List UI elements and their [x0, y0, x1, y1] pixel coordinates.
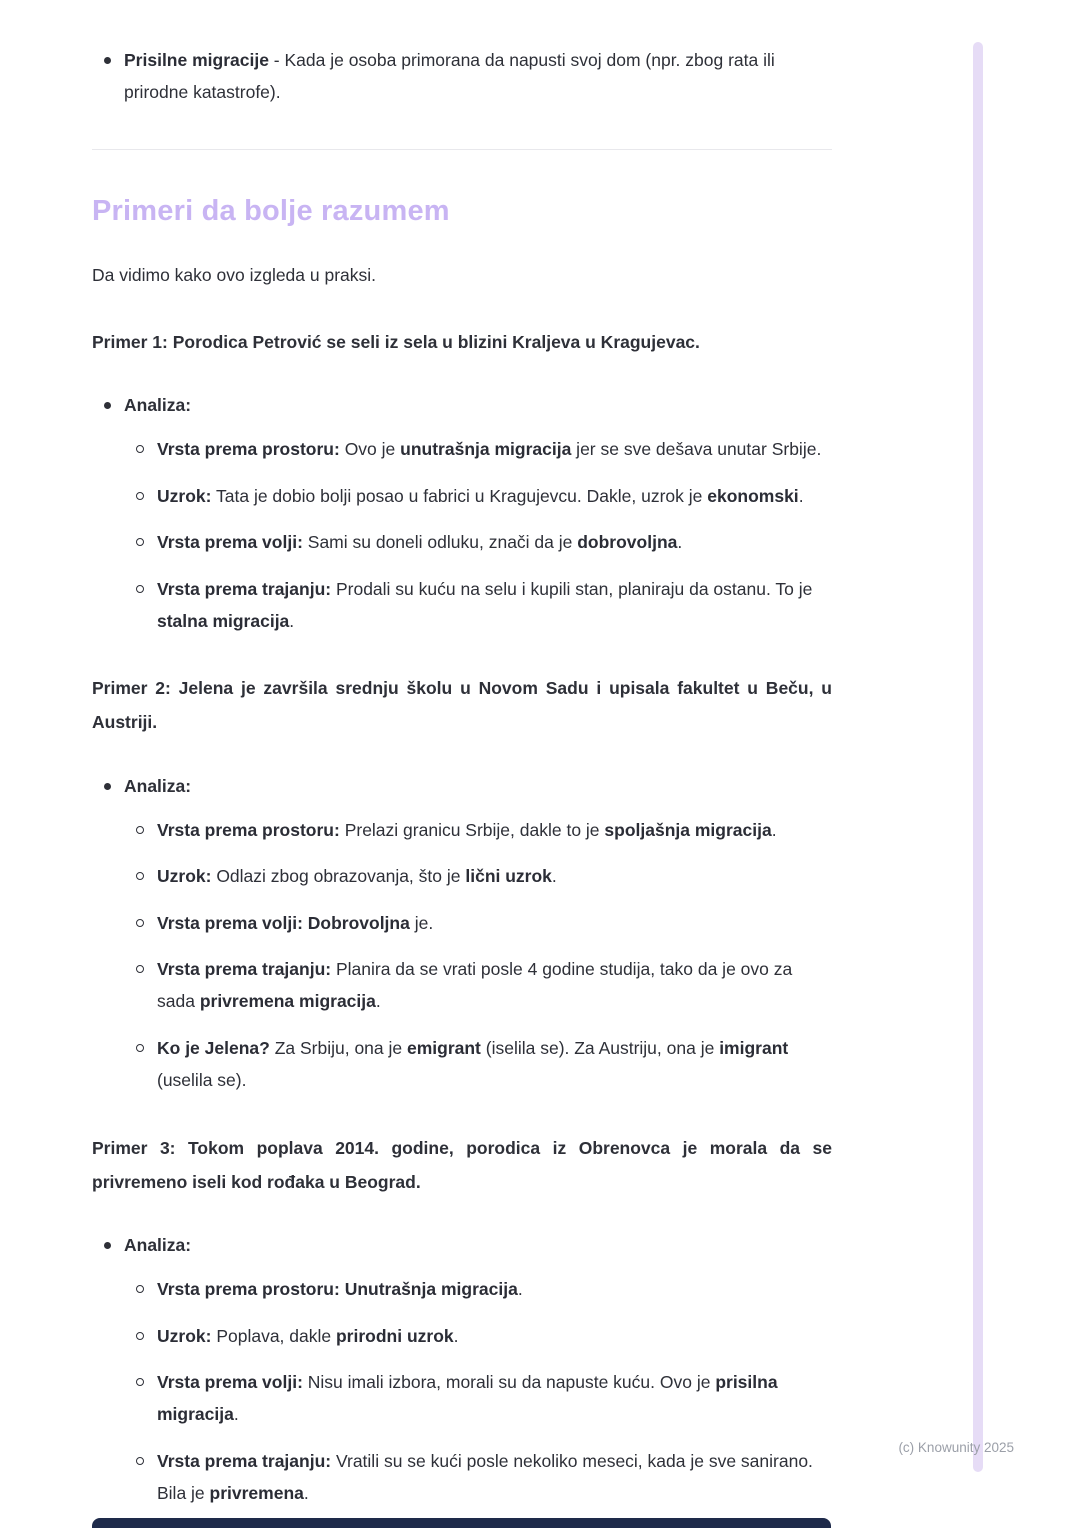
lead-paragraph: Da vidimo kako ovo izgleda u praksi. — [92, 264, 377, 285]
primer2-points-list — [124, 814, 832, 1097]
analysis-point-text: Ko je Jelena? Za Srbiju, ona je emigrant (iselila se). Za Austriju, ona je imigrant (uselila se). — [157, 1037, 789, 1091]
bullet-circle-icon — [136, 1332, 144, 1340]
analysis-point-text: Vrsta prema trajanju: Prodali su kuću na selu i kupili stan, planiraju da ostanu. To je stalna migracija. — [157, 578, 813, 631]
bullet-circle-icon — [136, 965, 144, 973]
bullet-circle-icon — [136, 1285, 144, 1293]
bullet-circle-icon — [136, 492, 144, 500]
analysis-block — [124, 389, 832, 637]
analysis-point-text: Vrsta prema prostoru: Unutrašnja migracija. — [157, 1279, 523, 1300]
list-item — [92, 389, 832, 637]
analysis-point — [124, 1032, 832, 1097]
analysis-label: Analiza: — [124, 1234, 192, 1255]
bullet-circle-icon — [136, 919, 144, 927]
section-divider — [92, 149, 832, 150]
bullet-circle-icon — [136, 445, 144, 453]
analysis-point — [124, 814, 832, 846]
primer3-points-list — [124, 1273, 832, 1509]
list-item — [92, 770, 832, 1097]
bullet-circle-icon — [136, 872, 144, 880]
analysis-point — [124, 573, 832, 638]
primer3-analysis-list — [92, 1229, 832, 1510]
list-item — [92, 44, 832, 109]
primer2-analysis-list — [92, 770, 832, 1097]
bullet-circle-icon — [136, 826, 144, 834]
analysis-block — [124, 770, 832, 1097]
bullet-circle-icon — [136, 1044, 144, 1052]
bullet-circle-icon — [136, 1378, 144, 1386]
section-heading: Primeri da bolje razumem — [92, 194, 450, 227]
intro-bullet-list — [92, 44, 832, 109]
analysis-point — [124, 1366, 832, 1431]
intro-bullet-text: Prisilne migracije - Kada je osoba primorana da napusti svoj dom (npr. zbog rata ili prirodne katastrofe). — [124, 50, 775, 103]
analysis-label: Analiza: — [124, 775, 192, 796]
bullet-circle-icon — [136, 585, 144, 593]
analysis-point — [124, 480, 832, 512]
analysis-point — [124, 860, 832, 892]
analysis-point — [124, 1320, 832, 1352]
copyright-credit: (c) Knowunity 2025 — [898, 1440, 1014, 1455]
next-section-top-edge — [92, 1518, 831, 1528]
analysis-point — [124, 1273, 832, 1305]
analysis-point — [124, 907, 832, 939]
analysis-point-text: Vrsta prema trajanju: Planira da se vrati posle 4 godine studija, tako da je ovo za sada privremena migracija. — [157, 959, 793, 1012]
scrollbar-thumb[interactable] — [973, 42, 983, 1472]
analysis-block — [124, 1229, 832, 1510]
analysis-point — [124, 526, 832, 558]
analysis-point-text: Vrsta prema prostoru: Ovo je unutrašnja migracija jer se sve dešava unutar Srbije. — [157, 439, 822, 460]
analysis-point-text: Vrsta prema trajanju: Vratili su se kući posle nekoliko meseci, kada je sve sanirano. Bila je privremena. — [157, 1450, 813, 1504]
list-item — [92, 1229, 832, 1510]
bullet-circle-icon — [136, 1457, 144, 1465]
analysis-point-text: Vrsta prema volji: Dobrovoljna je. — [157, 912, 434, 933]
analysis-point-text: Vrsta prema volji: Sami su doneli odluku, znači da je dobrovoljna. — [157, 532, 683, 553]
analysis-label: Analiza: — [124, 395, 192, 416]
analysis-point — [124, 433, 832, 465]
analysis-point — [124, 1445, 832, 1510]
analysis-point-text: Uzrok: Poplava, dakle prirodni uzrok. — [157, 1325, 459, 1346]
bullet-circle-icon — [136, 538, 144, 546]
analysis-point-text: Vrsta prema prostoru: Prelazi granicu Srbije, dakle to je spoljašnja migracija. — [157, 819, 777, 840]
bullet-disc-icon — [104, 1242, 111, 1249]
note-content — [92, 44, 832, 1509]
analysis-point — [124, 953, 832, 1018]
primer1-analysis-list — [92, 389, 832, 637]
analysis-point-text: Uzrok: Odlazi zbog obrazovanja, što je lični uzrok. — [157, 866, 557, 887]
primer1-title: Primer 1: Porodica Petrović se seli iz sela u blizini Kraljeva u Kragujevac. — [92, 331, 700, 352]
analysis-point-text: Vrsta prema volji: Nisu imali izbora, morali su da napuste kuću. Ovo je prisilna migracija. — [157, 1371, 778, 1425]
primer2-title: Primer 2: Jelena je završila srednju školu u Novom Sadu i upisala fakultet u Beču, u Austriji. — [92, 678, 832, 733]
bullet-disc-icon — [104, 57, 111, 64]
analysis-point-text: Uzrok: Tata je dobio bolji posao u fabrici u Kragujevcu. Dakle, uzrok je ekonomski. — [157, 485, 804, 506]
bullet-disc-icon — [104, 783, 111, 790]
primer1-points-list — [124, 433, 832, 637]
bullet-disc-icon — [104, 402, 111, 409]
primer3-title: Primer 3: Tokom poplava 2014. godine, porodica iz Obrenovca je morala da se privremeno iseli kod rođaka u Beograd. — [92, 1137, 832, 1192]
